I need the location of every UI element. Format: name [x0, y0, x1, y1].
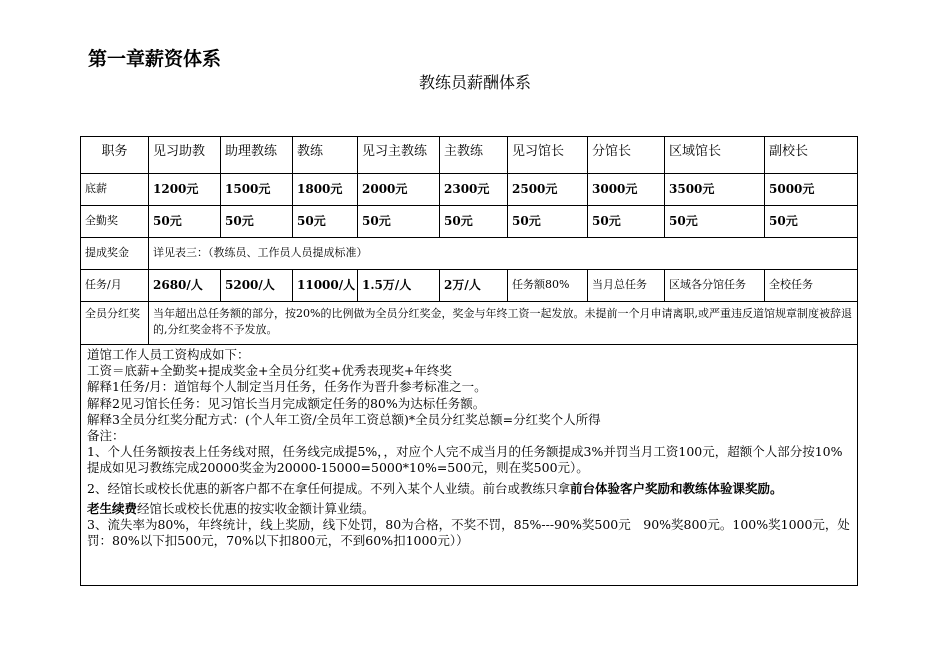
notes-text: 2、经馆长或校长优惠的新客户都不在拿任何提成。不列入某个人业绩。前台或教练只拿 — [87, 480, 570, 496]
bonus-text: 当年超出总任务额的部分，按20%的比例做为全员分红奖金，奖金与年终工资一起发放。未提前一个月申请离职,或严重违反道馆规章制度被辞退的,分红奖金将不予发放。 — [149, 302, 858, 345]
row-label: 全勤奖 — [81, 206, 149, 238]
notes-line — [87, 501, 851, 517]
table-cell: 2万/人 — [440, 270, 508, 302]
header-cell: 主教练 — [440, 137, 508, 174]
commission-text: 详见表三：（教练员、工作员人员提成标准） — [149, 238, 858, 270]
table-cell: 3000元 — [588, 174, 665, 206]
base-salary-row — [81, 174, 858, 206]
table-cell: 2300元 — [440, 174, 508, 206]
table-cell: 1200元 — [149, 174, 221, 206]
table-cell: 1800元 — [293, 174, 358, 206]
table-cell: 1500元 — [221, 174, 293, 206]
notes-bold-text: 前台体验客户奖励和教练体验课奖励。 — [569, 480, 783, 496]
row-label: 底薪 — [81, 174, 149, 206]
notes-line: 备注： — [87, 428, 125, 444]
table-cell: 全校任务 — [765, 270, 858, 302]
header-cell: 区域馆长 — [665, 137, 765, 174]
header-cell: 职务 — [81, 137, 149, 174]
notes-cell — [81, 345, 858, 586]
row-label: 任务/月 — [81, 270, 149, 302]
notes-line: 解释2见习馆长任务：见习馆长当月完成额定任务的80%为达标任务额。 — [87, 395, 486, 411]
table-cell: 2500元 — [508, 174, 588, 206]
bonus-row — [81, 302, 858, 345]
table-cell: 区域各分馆任务 — [665, 270, 765, 302]
document-title: 教练员薪酬体系 — [418, 73, 531, 92]
table-cell: 3500元 — [665, 174, 765, 206]
header-cell: 见习主教练 — [358, 137, 440, 174]
table-cell: 任务额80% — [508, 270, 588, 302]
row-label: 全员分红奖 — [81, 302, 149, 345]
notes-text: 经馆长或校长优惠的按实收金额计算业绩。 — [137, 500, 375, 516]
table-cell: 50元 — [765, 206, 858, 238]
header-cell: 教练 — [293, 137, 358, 174]
table-cell: 50元 — [221, 206, 293, 238]
table-cell: 2000元 — [358, 174, 440, 206]
table-cell: 50元 — [149, 206, 221, 238]
notes-line: 1、个人任务额按表上任务线对照，任务线完成提5%，，对应个人完不成当月的任务额提成3%并罚当月工资100元，超额个人部分按10%提成如见习教练完成20000奖金为20000-15000=5000*10%=500元，则在奖500元）。 — [87, 444, 843, 476]
table-cell: 1.5万/人 — [358, 270, 440, 302]
table-cell: 50元 — [588, 206, 665, 238]
table-cell: 50元 — [440, 206, 508, 238]
header-cell: 分馆长 — [588, 137, 665, 174]
table-cell: 50元 — [293, 206, 358, 238]
table-cell: 5200/人 — [221, 270, 293, 302]
header-cell: 见习助教 — [149, 137, 221, 174]
table-cell: 50元 — [665, 206, 765, 238]
header-cell: 见习馆长 — [508, 137, 588, 174]
notes-bold-text: 老生续费 — [87, 500, 138, 516]
table-cell: 50元 — [358, 206, 440, 238]
attendance-row — [81, 206, 858, 238]
chapter-heading: 第一章薪资体系 — [88, 48, 222, 70]
table-header-row — [81, 137, 858, 174]
table-cell: 当月总任务 — [588, 270, 665, 302]
row-label: 提成奖金 — [81, 238, 149, 270]
table-cell: 50元 — [508, 206, 588, 238]
notes-line: 解释3全员分红奖分配方式：(个人年工资/全员年工资总额)*全员分红奖总额=分红奖个人所得 — [87, 411, 601, 427]
task-row — [81, 270, 858, 302]
header-cell: 副校长 — [765, 137, 858, 174]
notes-line: 解释1任务/月：道馆每个人制定当月任务，任务作为晋升参考标准之一。 — [87, 379, 487, 395]
table-cell: 5000元 — [765, 174, 858, 206]
salary-table — [80, 136, 858, 586]
commission-row — [81, 238, 858, 270]
notes-line: 3、流失率为80%，年终统计，线上奖励，线下处罚，80为合格，不奖不罚，85%---90%奖500元 90%奖800元。100%奖1000元，处罚：80%以下扣500元，70%以下扣800元，不到60%扣1000元）） — [87, 517, 850, 549]
table-cell: 11000/人 — [293, 270, 358, 302]
table-cell: 2680/人 — [149, 270, 221, 302]
notes-line — [87, 481, 851, 497]
notes-line: 工资＝底薪+全勤奖+提成奖金+全员分红奖+优秀表现奖+年终奖 — [87, 363, 452, 379]
header-cell: 助理教练 — [221, 137, 293, 174]
notes-row — [81, 345, 858, 586]
notes-line: 道馆工作人员工资构成如下： — [87, 347, 250, 362]
